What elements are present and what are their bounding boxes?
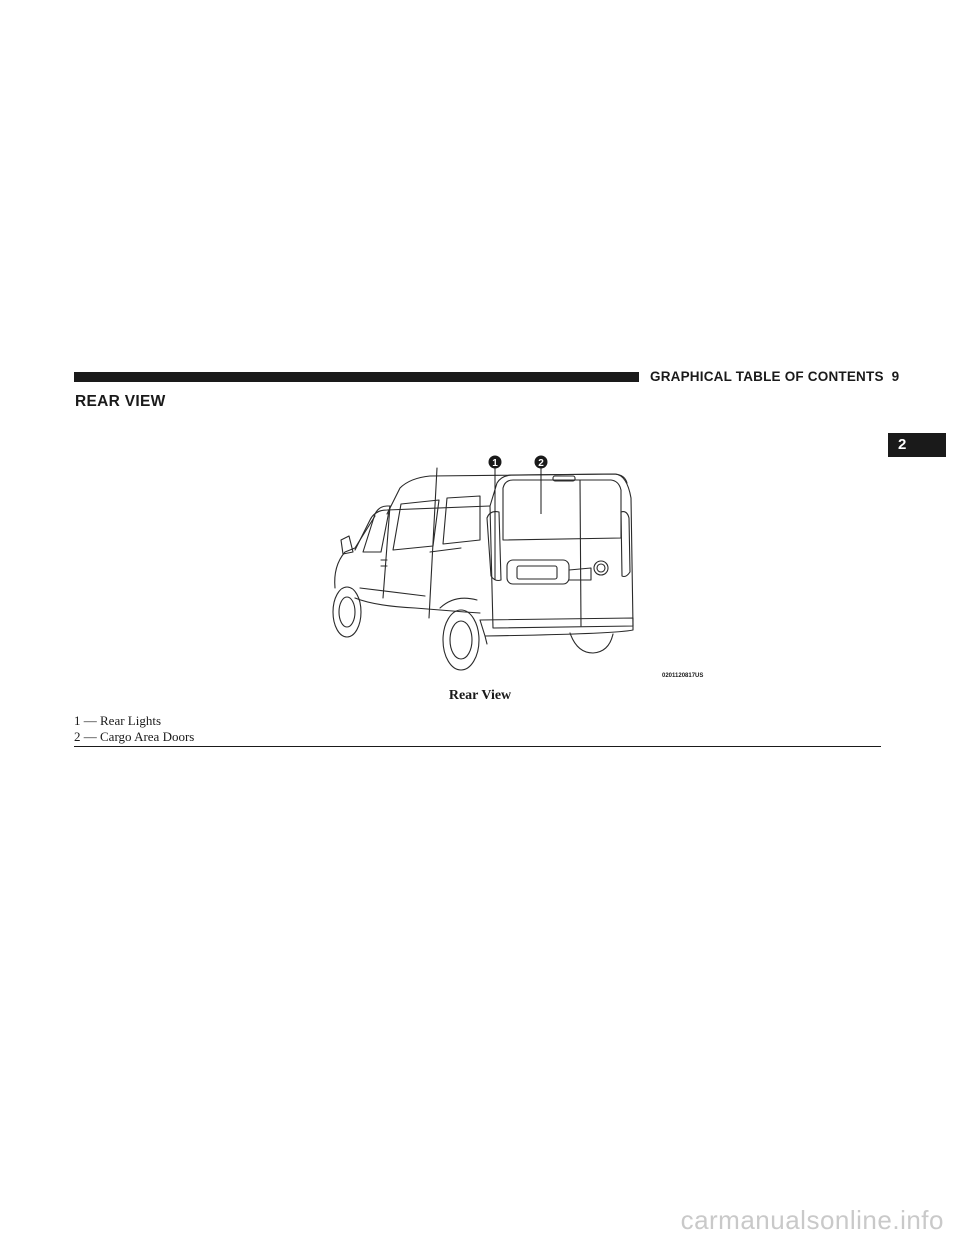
figure-legend (74, 713, 194, 745)
legend-item-rear-lights: 1 — Rear Lights (74, 713, 162, 728)
running-header (650, 369, 899, 384)
callout-2-label: 2 (538, 458, 544, 469)
page-number: 9 (891, 369, 900, 384)
chapter-tab[interactable]: 2 (888, 433, 946, 457)
header-rule-bar (74, 372, 639, 382)
figure-code: 0201120817US (662, 673, 704, 679)
running-header-title: GRAPHICAL TABLE OF CONTENTS (650, 369, 884, 384)
figure-caption: Rear View (448, 688, 512, 703)
legend-item-cargo-doors: 2 — Cargo Area Doors (74, 729, 195, 744)
section-divider (74, 746, 881, 747)
rear-view-illustration (315, 448, 715, 683)
callout-1-label: 1 (492, 458, 498, 469)
section-title: REAR VIEW (75, 393, 166, 410)
watermark: carmanualsonline.info (680, 1205, 944, 1235)
